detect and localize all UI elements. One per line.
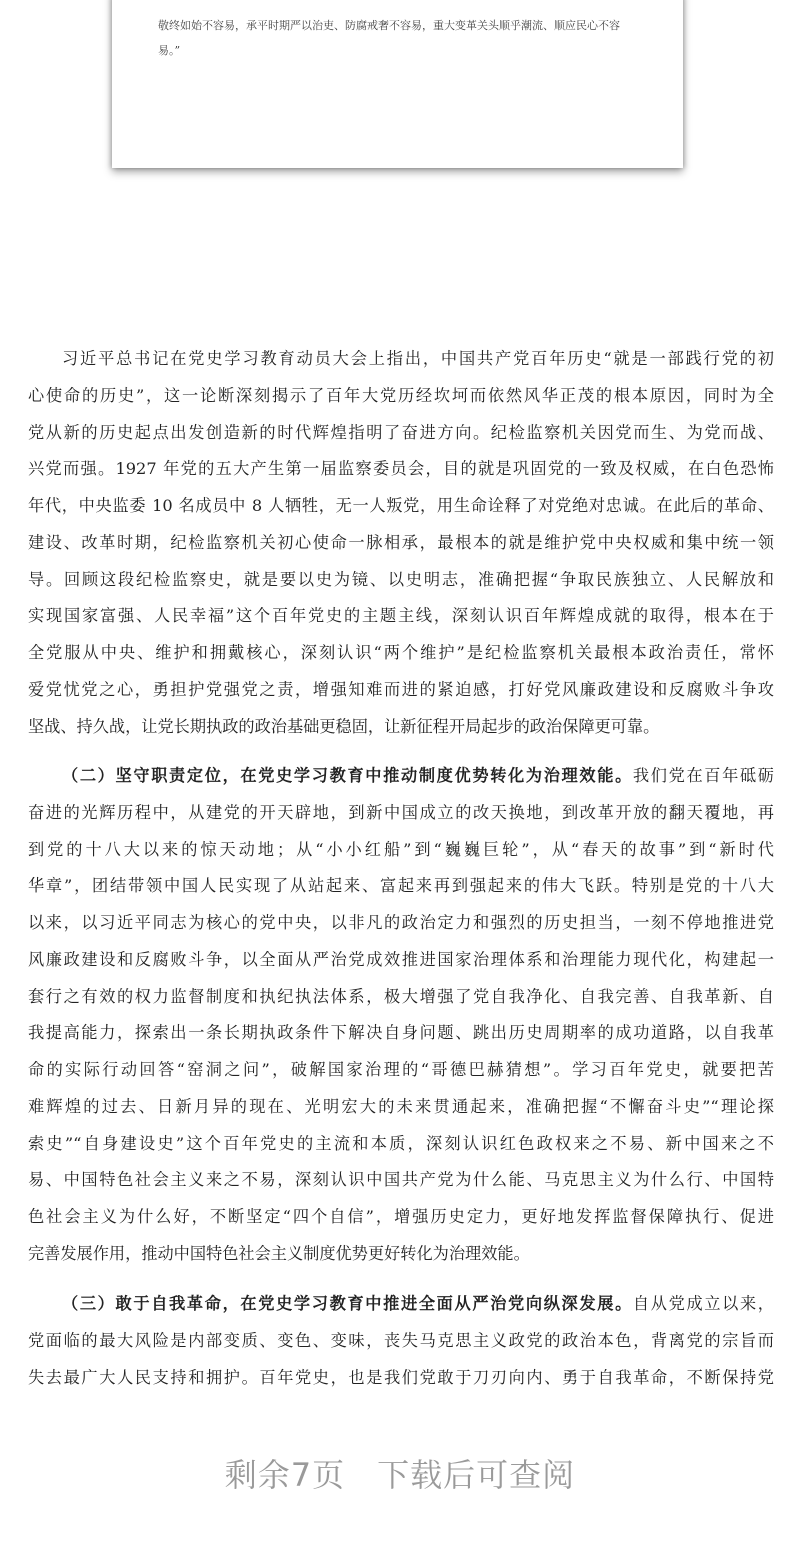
paragraph-line [28, 801, 774, 825]
paragraph-line [28, 568, 774, 592]
line-text: 导。回顾这段纪检监察史，就是要以史为镜、以史明志，准确把握“争取民族独立、人民解放和 [28, 569, 774, 589]
paragraph-line [28, 604, 774, 628]
paragraph-line [28, 1366, 774, 1390]
line-text: 建设、改革时期，纪检监察机关初心使命一脉相承，最根本的就是维护党中央权威和集中统一领 [28, 532, 774, 552]
paragraph-line [28, 1329, 774, 1353]
paragraph-line [28, 384, 774, 408]
line-text: 到党的十八大以来的惊天动地；从“小小红船”到“巍巍巨轮”，从“春天的故事”到“新时代 [28, 839, 774, 859]
paragraph-line [28, 1242, 774, 1266]
download-prompt[interactable] [0, 1450, 800, 1496]
paragraph-line [28, 1205, 774, 1229]
paragraph-line [28, 874, 774, 898]
line-text: 习近平总书记在党史学习教育动员大会上指出，中国共产党百年历史“就是一部践行党的初 [62, 349, 774, 368]
line-text: 索史”“自身建设史”这个百年党史的主流和本质，深刻认识红色政权来之不易、新中国来之不 [28, 1133, 774, 1153]
line-text: 难辉煌的过去、日新月异的现在、光明宏大的未来贯通起来，准确把握“不懈奋斗史”“理论探 [28, 1096, 774, 1116]
section-heading: （二）坚守职责定位，在党史学习教育中推动制度优势转化为治理效能。 [62, 766, 633, 785]
line-text: 以来，以习近平同志为核心的党中央，以非凡的政治定力和强烈的历史担当，一刻不停地推进党 [28, 913, 774, 932]
line-text: 我们党在百年砥砺 [632, 766, 774, 785]
paragraph-line [28, 1292, 774, 1316]
line-text: 实现国家富强、人民幸福”这个百年党史的主题主线，深刻认识百年辉煌成就的取得，根本在于 [28, 606, 774, 626]
line-text: 坚战、持久战，让党长期执政的政治基础更稳固，让新征程开局起步的政治保障更可靠。 [28, 716, 660, 736]
paragraph-line [28, 1132, 774, 1156]
line-text: 风廉政建设和反腐败斗争，以全面从严治党成效推进国家治理体系和治理能力现代化，构建起一 [28, 949, 774, 969]
download-to-view-text: 下载后可查阅 [377, 1456, 576, 1494]
paragraph-line [28, 1168, 774, 1192]
paragraph-line [28, 1095, 774, 1119]
paragraph-line [28, 678, 774, 702]
paragraph-line [28, 457, 774, 481]
remaining-pages-text: 剩余7页 [224, 1456, 346, 1494]
paragraph-line [28, 494, 774, 518]
line-text: 党从新的历史起点出发创造新的时代辉煌指明了奋进方向。纪检监察机关因党而生、为党而战、 [28, 422, 774, 442]
paragraph-line [28, 531, 774, 555]
paragraph-line [28, 911, 774, 935]
line-text: 套行之有效的权力监督制度和执纪执法体系，极大增强了党自我净化、自我完善、自我革新、自 [28, 986, 774, 1006]
paragraph-line [28, 715, 774, 739]
paragraph-line [28, 641, 774, 665]
line-text: 全党服从中央、维护和拥戴核心，深刻认识“两个维护”是纪检监察机关最根本政治责任，常怀 [28, 643, 774, 662]
line-text: 我提高能力，探索出一条长期执政条件下解决自身问题、跳出历史周期率的成功道路，以自我革 [28, 1023, 774, 1043]
paragraph-line [28, 838, 774, 862]
line-text: 兴党而强。1927 年党的五大产生第一届监察委员会，目的就是巩固党的一致及权威，在白色恐怖 [28, 459, 774, 479]
paragraph-line [28, 421, 774, 445]
card-text-line: 易。” [158, 44, 181, 57]
line-text: 色社会主义为什么好，不断坚定“四个自信”，增强历史定力，更好地发挥监督保障执行、促进 [28, 1207, 774, 1226]
line-text: 奋进的光辉历程中，从建党的开天辟地，到新中国成立的改天换地，到改革开放的翻天覆地，再 [28, 802, 774, 822]
paragraph-line [28, 1058, 774, 1082]
line-text: 自从党成立以来， [632, 1294, 774, 1313]
paragraph-line [28, 948, 774, 972]
line-text: 年代，中央监委 10 名成员中 8 人牺牲，无一人叛党，用生命诠释了对党绝对忠诚。在此后的革命、 [28, 496, 774, 515]
line-text: 完善发展作用，推动中国特色社会主义制度优势更好转化为治理效能。 [28, 1243, 530, 1263]
line-text: 命的实际行动回答“窑洞之问”，破解国家治理的“哥德巴赫猜想”。学习百年党史，就要把苦 [28, 1060, 774, 1079]
line-text: 爱党忧党之心，勇担护党强党之责，增强知难而进的紧迫感，打好党风廉政建设和反腐败斗争攻 [28, 679, 774, 699]
paragraph-line [28, 985, 774, 1009]
paragraph-line [28, 347, 774, 371]
card-text-line: 敬终如始不容易，承平时期严以治吏、防腐戒奢不容易，重大变革关头顺乎潮流、顺应民心不容 [158, 19, 620, 32]
line-text: 易、中国特色社会主义来之不易，深刻认识中国共产党为什么能、马克思主义为什么行、中国特 [28, 1170, 774, 1190]
previous-page-card [112, 0, 683, 168]
paragraph-line [28, 1021, 774, 1045]
line-text: 党面临的最大风险是内部变质、变色、变味，丧失马克思主义政党的政治本色，背离党的宗旨而 [28, 1330, 774, 1350]
line-text: 心使命的历史”，这一论断深刻揭示了百年大党历经坎坷而依然风华正茂的根本原因，同时为全 [28, 385, 774, 405]
line-text: 失去最广大人民支持和拥护。百年党史，也是我们党敢于刀刃向内、勇于自我革命，不断保持党 [28, 1367, 774, 1387]
paragraph-line [28, 764, 774, 788]
line-text: 华章”，团结带领中国人民实现了从站起来、富起来再到强起来的伟大飞跃。特别是党的十八大 [28, 876, 774, 896]
section-heading: （三）敢于自我革命，在党史学习教育中推进全面从严治党向纵深发展。 [62, 1294, 633, 1313]
